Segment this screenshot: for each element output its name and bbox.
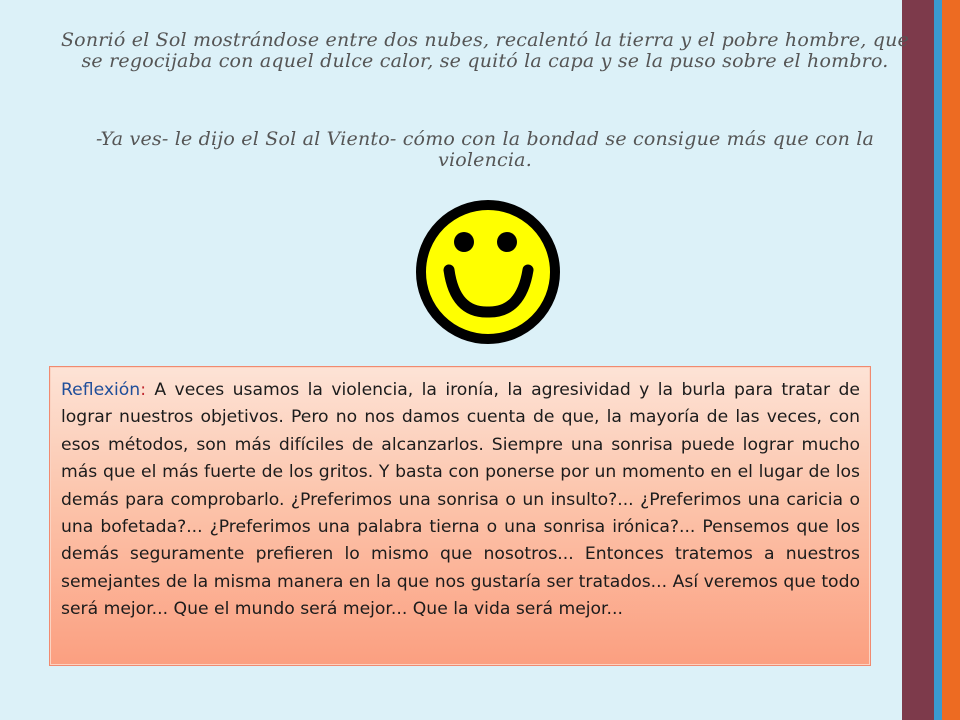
smiley-face-icon: [415, 199, 561, 345]
reflection-body: A veces usamos la violencia, la ironía, la agresividad y la burla para tratar de lograr nuestros objetivos. Pero no nos damos cuenta de que, la mayoría de las veces, con esos métodos, son más difíciles de alcanzarlos. Siempre una sonrisa puede lograr mucho más que el más fuerte de los gritos. Y basta con ponerse por un momento en el lugar de los demás para comprobarlo. ¿Preferimos una sonrisa o un insulto?... ¿Preferimos una caricia o una bofetada?... ¿Preferimos una palabra tierna o una sonrisa irónica?... Pensemos que los demás seguramente prefieren lo mismo que nosotros... Entonces tratemos a nuestros semejantes de la misma manera en la que nos gustaría ser tratados... Así veremos que todo será mejor... Que el mundo será mejor... Que la vida será mejor...: [61, 380, 860, 620]
smiley-face-circle: [421, 205, 555, 339]
smiley-right-eye: [497, 232, 517, 252]
reflection-box: [49, 366, 871, 666]
reflection-text: [61, 377, 860, 624]
smiley-left-eye: [454, 232, 474, 252]
story-paragraph-2: -Ya ves- le dijo el Sol al Viento- cómo con la bondad se consigue más que con la violencia.: [95, 128, 875, 171]
decorative-bar-blue: [934, 0, 942, 720]
reflection-label: Reflexión: [61, 380, 141, 400]
decorative-bar-maroon: [902, 0, 934, 720]
decorative-bar-orange: [942, 0, 960, 720]
reflection-colon: :: [140, 380, 146, 400]
story-paragraph-1: Sonrió el Sol mostrándose entre dos nubes, recalentó la tierra y el pobre hombre, que se regocijaba con aquel dulce calor, se quitó la capa y se la puso sobre el hombro.: [60, 29, 910, 72]
